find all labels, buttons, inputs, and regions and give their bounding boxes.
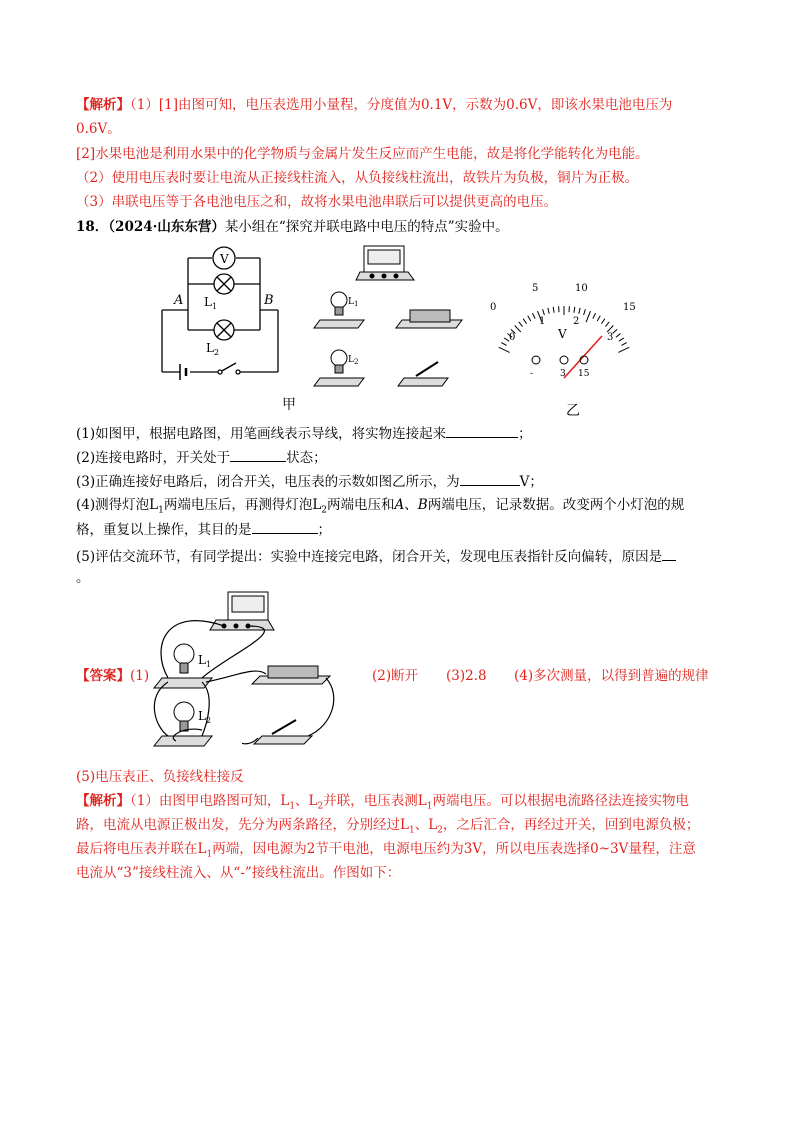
analysis-line-1: 【解析】（1）由图甲电路图可知，$L_1$、$L_2$并联，电压表测$L_1$两端电压。可以根据电流路径法连接实物电 [76, 793, 689, 812]
top-tick-0: 0 [490, 302, 497, 313]
dial-tick [619, 338, 624, 341]
dial-tick [499, 347, 510, 352]
bottom-tick-3: 3 [607, 332, 614, 343]
dial-tick [501, 343, 506, 346]
dial-tick [528, 316, 531, 321]
component-l2-label: $L_2$ [348, 355, 359, 366]
question-header [76, 217, 509, 237]
bottom-tick-0: 0 [509, 332, 516, 343]
answer-4: (4)多次测量，以得到普遍的规律 [514, 668, 709, 684]
top-tick-10: 10 [575, 283, 588, 294]
question-part-2: (2)连接电路时，开关处于 状态； [76, 447, 327, 468]
dial-tick [579, 308, 580, 314]
answer-blank-3[interactable] [460, 471, 520, 486]
analysis-line-2: 路，电流从电源正极出发，先分为两条路径，分别经过$L_1$、$L_2$，之后汇合，再经过开关，回到电源负极； [76, 817, 700, 836]
node-b-label: B [264, 293, 274, 308]
answer-2: (2)断开 [372, 668, 419, 684]
answer-5: (5)电压表正、负接线柱接反 [76, 769, 244, 785]
node-a-label: A [174, 293, 184, 308]
terminal-3: 3 [560, 369, 566, 379]
question-part-4-cont: 格，重复以上操作，其目的是 ； [76, 519, 331, 540]
dial-tick [605, 322, 609, 327]
dial-tick [616, 334, 621, 338]
prev-analysis-line-5: （3）串联电压等于各电池电压之和，故将水果电池串联后可以提供更高的电压。 [76, 194, 558, 210]
top-tick-5: 5 [532, 283, 539, 294]
answer-blank-2[interactable] [230, 447, 286, 462]
figure-yi-caption: 乙 [566, 403, 580, 419]
analysis-tag: 【解析】 [76, 97, 130, 113]
question-number: 18． [76, 219, 109, 235]
analysis-line-4: 电流从“3”接线柱流入、从“-”接线柱流出。作图如下： [76, 865, 401, 881]
prev-analysis-line-4: （2）使用电压表时要让电流从正接线柱流入，从负接线柱流出，故铁片为负极，铜片为正极。 [76, 170, 639, 186]
dial-tick [548, 308, 549, 314]
analysis-tag-2: 【解析】 [76, 793, 130, 809]
question-part-4: (4)测得灯泡$L_1$两端电压后，再测得灯泡$L_2$两端电压和A、B两端电压，记录数据。改变两个小灯泡的规 [76, 497, 685, 516]
dial-tick [593, 313, 596, 318]
answer-wiring-battery-switch [242, 656, 342, 748]
figure-jia-caption: 甲 [282, 397, 296, 413]
component-l1-label: $L_1$ [348, 297, 359, 308]
question-part-3: (3)正确连接好电路后，闭合开关，电压表的示数如图乙所示，为 V； [76, 471, 543, 492]
dial-tick [601, 319, 604, 324]
dial-tick [515, 326, 521, 333]
dial-tick [597, 316, 600, 321]
components-drawing [304, 240, 484, 390]
dial-tick [553, 307, 554, 313]
wiring-l1-label: $L_1$ [198, 653, 212, 669]
question-part-5-end: 。 [76, 570, 90, 586]
bottom-tick-1: 1 [539, 316, 546, 327]
terminal-15: 15 [578, 369, 590, 379]
dial-tick [533, 313, 536, 318]
answer-3: (3)2.8 [446, 668, 487, 684]
analysis-line-3: 最后将电压表并联在$L_1$两端，因电源为2节干电池，电源电压约为3V，所以电压表选择0~3V量程，注意 [76, 841, 696, 860]
answer-blank-1[interactable] [446, 423, 518, 438]
dial-tick [618, 347, 629, 352]
answer-1-label: (1) [130, 668, 150, 684]
prev-analysis-line-1: 【解析】（1）[1]由图可知，电压表选用小量程，分度值为0.1V，示数为0.6V，即该水果电池电压为 [76, 97, 673, 113]
dial-tick [621, 343, 626, 346]
prev-analysis-line-3: [2]水果电池是利用水果中的化学物质与金属片发生反应而产生电能，故是将化学能转化为电能。 [76, 146, 649, 162]
meter-unit: V [558, 327, 567, 341]
voltmeter-dial [484, 278, 644, 382]
dial-tick [519, 322, 523, 327]
question-part-5: (5)评估交流环节，有同学提出：实验中连接完电路，闭合开关，发现电压表指针反向偏转，原因是 [76, 546, 676, 567]
dial-tick [523, 319, 526, 324]
question-source: （2024·山东东营） [108, 219, 225, 235]
question-part-1: (1)如图甲，根据电路图，用笔画线表示导线，将实物连接起来 ； [76, 423, 532, 444]
top-tick-15: 15 [623, 302, 636, 313]
answer-blank-5[interactable] [662, 546, 676, 561]
dial-tick [586, 311, 590, 322]
dial-tick [584, 309, 586, 315]
bottom-tick-2: 2 [573, 316, 580, 327]
wiring-l2-label: $L_2$ [198, 709, 212, 725]
answer-blank-4[interactable] [252, 519, 318, 534]
dial-tick [543, 309, 545, 315]
lamp1-label: $L_1$ [204, 295, 218, 311]
lamp2-label: $L_2$ [206, 341, 220, 357]
answer-line [76, 666, 149, 686]
terminal-negative: - [530, 369, 534, 379]
answer-tag: 【答案】 [76, 668, 130, 684]
question-stem: 某小组在“探究并联电路中电压的特点”实验中。 [224, 219, 509, 235]
voltmeter-symbol: V [220, 252, 229, 266]
circuit-diagram [150, 242, 290, 384]
prev-analysis-line-2: 0.6V。 [76, 121, 121, 137]
dial-tick [574, 307, 575, 313]
